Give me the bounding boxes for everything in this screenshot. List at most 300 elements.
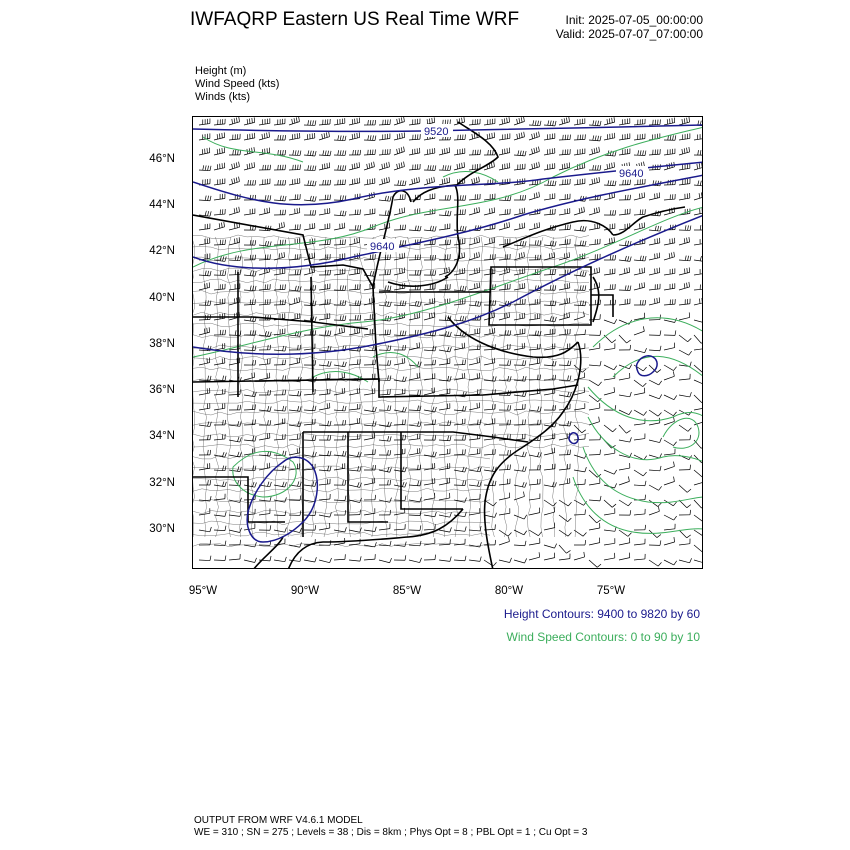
county-line bbox=[193, 334, 589, 338]
wind-barb bbox=[574, 178, 585, 185]
wind-barb bbox=[439, 165, 451, 170]
wind-barb bbox=[199, 540, 211, 545]
wind-barb bbox=[319, 195, 331, 200]
wind-barb bbox=[289, 495, 301, 500]
wind-barb bbox=[694, 515, 703, 522]
wind-barb bbox=[589, 207, 600, 215]
wind-barb bbox=[349, 404, 360, 410]
wind-barb bbox=[649, 410, 661, 416]
wind-barb bbox=[409, 541, 421, 546]
wind-barb bbox=[679, 267, 690, 275]
wind-barb bbox=[229, 207, 240, 215]
lat-label-34n: 34°N bbox=[149, 430, 175, 442]
wind-barb bbox=[379, 162, 390, 170]
wind-barb bbox=[649, 380, 662, 385]
wind-barb bbox=[544, 120, 556, 125]
wind-barb bbox=[334, 463, 345, 470]
wind-barb bbox=[514, 558, 527, 563]
wind-barb bbox=[424, 420, 435, 425]
wind-barb bbox=[409, 148, 420, 155]
wind-barb bbox=[199, 211, 211, 216]
wind-barb bbox=[514, 360, 526, 365]
wind-barb bbox=[664, 283, 675, 290]
wind-barb bbox=[199, 388, 210, 395]
wind-barb bbox=[334, 118, 345, 125]
wind-barb bbox=[484, 207, 495, 215]
wind-barb bbox=[694, 545, 703, 552]
wind-barb bbox=[619, 437, 631, 442]
wind-barb bbox=[559, 392, 571, 397]
wind-barb bbox=[694, 440, 703, 448]
wind-barb bbox=[589, 403, 600, 410]
wind-barb bbox=[664, 477, 674, 485]
wind-barb bbox=[499, 222, 510, 230]
wind-barb bbox=[559, 515, 571, 522]
wind-barb bbox=[424, 463, 435, 470]
wind-barb bbox=[619, 476, 629, 485]
wind-barb bbox=[664, 515, 677, 520]
county-line bbox=[287, 237, 291, 537]
county-line bbox=[455, 237, 459, 537]
wind-barb bbox=[499, 344, 510, 350]
wind-barb bbox=[604, 210, 616, 215]
wind-barb bbox=[259, 179, 270, 185]
wind-barb bbox=[304, 285, 316, 290]
wind-barb bbox=[559, 375, 571, 380]
wind-barb bbox=[349, 388, 360, 395]
wind-barb bbox=[694, 365, 703, 372]
wind-barb bbox=[214, 222, 225, 230]
wind-barb bbox=[634, 119, 645, 125]
wind-barb bbox=[214, 330, 226, 335]
wind-barb bbox=[544, 523, 555, 530]
wind-barb bbox=[589, 538, 600, 545]
wind-barb bbox=[649, 346, 661, 351]
wind-barb bbox=[259, 241, 271, 246]
wind-barb bbox=[664, 365, 677, 371]
wind-barb bbox=[424, 512, 436, 517]
wind-barb bbox=[679, 530, 691, 538]
wind-barb bbox=[664, 440, 677, 446]
wind-barb bbox=[349, 162, 360, 170]
wind-barb bbox=[499, 558, 512, 563]
wind-barb bbox=[409, 558, 422, 563]
wind-barb bbox=[634, 300, 646, 305]
wind-barb bbox=[544, 193, 555, 200]
wind-barb bbox=[619, 510, 631, 515]
wind-barb bbox=[634, 380, 646, 387]
wind-barb bbox=[634, 434, 645, 440]
wind-barb bbox=[439, 539, 450, 545]
wind-barb bbox=[589, 380, 602, 386]
wind-barb bbox=[289, 117, 299, 125]
wind-barb bbox=[604, 300, 616, 305]
wind-barb bbox=[319, 254, 330, 260]
wind-barb bbox=[469, 194, 480, 200]
wind-barb bbox=[319, 132, 329, 140]
wind-barb bbox=[409, 226, 421, 231]
wind-barb bbox=[484, 119, 495, 125]
wind-barb bbox=[439, 195, 451, 200]
county-line bbox=[359, 237, 363, 537]
wind-barb bbox=[559, 194, 570, 200]
wind-barb bbox=[439, 376, 451, 381]
wind-barb bbox=[214, 541, 226, 546]
wind-barb bbox=[664, 238, 675, 245]
county-line bbox=[215, 237, 218, 537]
wind-barb bbox=[229, 554, 240, 560]
wind-barb bbox=[289, 543, 301, 548]
wind-barb bbox=[439, 284, 450, 290]
wind-barb bbox=[424, 407, 436, 412]
wind-barb bbox=[394, 524, 405, 530]
wind-barb bbox=[454, 209, 465, 215]
wind-barb bbox=[199, 450, 211, 455]
county-line bbox=[503, 237, 507, 537]
wind-barb bbox=[574, 330, 585, 335]
wind-barb bbox=[484, 513, 497, 518]
wind-barb bbox=[529, 508, 540, 515]
wind-barb bbox=[334, 165, 346, 170]
wind-barb bbox=[529, 162, 540, 170]
wind-barb bbox=[424, 255, 436, 260]
wind-barb bbox=[649, 253, 660, 260]
wind-barb bbox=[649, 466, 661, 471]
county-line bbox=[193, 444, 589, 448]
wind-barb bbox=[244, 509, 255, 515]
wind-barb bbox=[559, 239, 570, 245]
wind-barb bbox=[619, 256, 631, 261]
wind-barb bbox=[454, 527, 466, 532]
wind-barb bbox=[604, 538, 615, 545]
county-line bbox=[467, 237, 471, 537]
wind-barb bbox=[439, 463, 450, 470]
wind-barb bbox=[559, 464, 570, 470]
wind-barb bbox=[394, 555, 406, 560]
wind-barb bbox=[649, 268, 660, 275]
lat-label-44n: 44°N bbox=[149, 199, 175, 211]
wind-barb bbox=[289, 165, 301, 170]
wind-barb bbox=[679, 237, 690, 245]
wind-barb bbox=[214, 512, 226, 517]
wind-barb bbox=[454, 134, 465, 140]
wind-barb bbox=[319, 150, 331, 155]
wind-barb bbox=[634, 470, 647, 476]
wind-barb bbox=[259, 132, 270, 140]
wind-barb bbox=[214, 526, 226, 531]
wind-barb bbox=[559, 421, 571, 426]
lon-label-95w: 95°W bbox=[188, 585, 218, 597]
wind-barb bbox=[634, 282, 645, 290]
wind-barb bbox=[544, 507, 555, 515]
wind-barb bbox=[424, 165, 436, 170]
wind-barb bbox=[244, 404, 255, 410]
wind-barb bbox=[394, 358, 405, 365]
wind-barb bbox=[634, 539, 645, 545]
model-info-line2: WE = 310 ; SN = 275 ; Levels = 38 ; Dis = 8km ; Phys Opt = 8 ; PBL Opt = 1 ; Cu Opt = 3 bbox=[194, 827, 588, 838]
wind-barb bbox=[199, 165, 211, 170]
wind-barb bbox=[514, 132, 525, 140]
wind-barb bbox=[244, 436, 256, 441]
wind-barb bbox=[619, 553, 630, 560]
wind-barb bbox=[349, 300, 361, 305]
lon-label-85w: 85°W bbox=[392, 585, 422, 597]
wind-barb bbox=[274, 119, 285, 125]
wind-barb bbox=[439, 557, 451, 562]
wind-barb bbox=[649, 394, 662, 398]
wind-barb bbox=[604, 553, 615, 560]
wind-barb bbox=[334, 180, 345, 185]
wind-barb bbox=[379, 270, 391, 275]
county-line bbox=[443, 237, 447, 537]
county-line bbox=[383, 237, 387, 537]
wind-barb bbox=[274, 375, 286, 380]
wind-barb bbox=[229, 162, 239, 170]
wind-barb bbox=[379, 196, 391, 201]
county-line bbox=[193, 521, 490, 525]
wind-barb bbox=[664, 299, 675, 305]
wind-barb bbox=[319, 494, 330, 500]
wind-barb bbox=[619, 500, 632, 506]
wind-barb bbox=[454, 195, 466, 200]
wind-barb bbox=[439, 403, 450, 410]
wind-barb bbox=[589, 560, 601, 567]
wind-barb bbox=[574, 207, 585, 215]
wind-barb bbox=[424, 177, 435, 185]
wind-barb bbox=[514, 283, 525, 290]
wind-barb bbox=[289, 434, 300, 440]
wind-barb bbox=[409, 342, 420, 350]
wind-barb bbox=[694, 133, 703, 140]
wind-barb bbox=[409, 497, 421, 502]
wind-barb bbox=[559, 283, 570, 290]
wind-barb bbox=[274, 300, 286, 305]
wind-barb bbox=[574, 226, 586, 231]
county-line bbox=[203, 237, 207, 537]
wind-barb bbox=[199, 148, 210, 155]
wind-barb bbox=[679, 117, 690, 125]
wind-barb bbox=[349, 359, 360, 365]
county-line bbox=[193, 411, 589, 415]
wind-barb bbox=[364, 407, 376, 412]
wind-barb bbox=[454, 148, 465, 155]
wind-barb bbox=[514, 208, 525, 215]
wind-barb bbox=[544, 464, 555, 470]
wind-barb bbox=[364, 314, 375, 320]
wind-barb bbox=[544, 148, 555, 155]
wind-barb bbox=[424, 117, 435, 125]
wind-barb bbox=[409, 481, 421, 486]
wind-barb bbox=[679, 500, 691, 508]
wind-barb bbox=[544, 343, 555, 350]
wind-barb bbox=[514, 404, 525, 410]
wind-barb bbox=[259, 373, 270, 380]
wind-barb bbox=[454, 226, 466, 231]
wind-barb bbox=[214, 119, 225, 125]
lon-label-75w: 75°W bbox=[596, 585, 626, 597]
wind-barb bbox=[694, 181, 703, 187]
wind-barb bbox=[379, 134, 390, 140]
county-line bbox=[419, 237, 423, 537]
wind-barb bbox=[199, 133, 210, 140]
wind-barb bbox=[274, 418, 285, 425]
wind-barb bbox=[259, 433, 270, 440]
wind-barb bbox=[229, 150, 241, 155]
wind-barb bbox=[289, 391, 301, 396]
wind-barb bbox=[589, 135, 601, 140]
wind-barb bbox=[394, 162, 404, 170]
wind-barb bbox=[409, 119, 420, 125]
wind-barb bbox=[619, 320, 632, 324]
wind-barb bbox=[694, 403, 703, 410]
wind-barb bbox=[289, 345, 301, 350]
wind-barb bbox=[379, 149, 390, 155]
wind-barb bbox=[424, 193, 435, 200]
wind-barb bbox=[409, 434, 420, 440]
wind-barb bbox=[349, 284, 360, 290]
map-plot-area bbox=[192, 116, 703, 569]
wind-barb bbox=[424, 360, 436, 365]
wind-barb bbox=[469, 207, 480, 215]
wind-barb bbox=[544, 209, 555, 215]
wind-barb bbox=[619, 180, 631, 185]
wind-barb bbox=[409, 164, 420, 170]
lat-label-36n: 36°N bbox=[149, 384, 175, 396]
wind-barb bbox=[634, 326, 644, 335]
wind-barb bbox=[634, 256, 646, 261]
wind-barb bbox=[259, 165, 271, 170]
height-label-9640-east: 9640 bbox=[619, 168, 644, 180]
wind-barb bbox=[454, 480, 466, 485]
wind-barb bbox=[604, 237, 615, 245]
wind-barb bbox=[484, 540, 496, 545]
wind-barb bbox=[199, 224, 210, 230]
wind-barb bbox=[574, 134, 585, 140]
wind-barb bbox=[679, 256, 691, 261]
wind-barb bbox=[619, 118, 630, 125]
wind-barb bbox=[604, 343, 615, 350]
wind-barb bbox=[274, 284, 285, 290]
wind-barb bbox=[214, 389, 225, 395]
wind-barb bbox=[604, 180, 616, 185]
wind-barb bbox=[259, 118, 270, 125]
wind-barb bbox=[604, 387, 615, 395]
init-time: Init: 2025-07-05_00:00:00 bbox=[565, 13, 703, 27]
wind-barb bbox=[529, 375, 540, 380]
wind-barb bbox=[619, 195, 631, 200]
wind-barb bbox=[199, 196, 211, 201]
wind-barb bbox=[619, 538, 630, 545]
wind-barb bbox=[664, 449, 675, 455]
wind-barb bbox=[664, 524, 675, 530]
wind-barb bbox=[334, 420, 346, 425]
wind-barb bbox=[559, 298, 570, 305]
wind-barb bbox=[679, 335, 691, 342]
wind-barb bbox=[589, 395, 601, 402]
wind-barb bbox=[469, 328, 480, 335]
wind-barb bbox=[484, 560, 496, 566]
wind-barb bbox=[604, 162, 615, 170]
wind-barb bbox=[454, 162, 465, 170]
wind-barb bbox=[229, 498, 242, 503]
wind-barb bbox=[499, 479, 510, 485]
wind-barb bbox=[319, 435, 331, 440]
wind-barb bbox=[664, 268, 675, 275]
wind-barb bbox=[514, 376, 526, 381]
wind-barb bbox=[559, 163, 570, 170]
wind-barb bbox=[634, 222, 645, 230]
wind-barb bbox=[304, 210, 316, 215]
wind-barb bbox=[529, 132, 539, 140]
wind-barb bbox=[544, 316, 556, 322]
wind-barb bbox=[679, 193, 690, 200]
wind-barb bbox=[469, 282, 480, 290]
wind-barb bbox=[469, 494, 480, 500]
wind-barb bbox=[544, 133, 555, 140]
wind-barb bbox=[229, 177, 239, 185]
wind-barb bbox=[574, 530, 586, 536]
wind-barb bbox=[349, 209, 360, 215]
wind-barb bbox=[529, 120, 541, 125]
wind-barb bbox=[379, 119, 390, 125]
wind-barb bbox=[244, 372, 255, 380]
wind-barb bbox=[439, 436, 451, 441]
wind-barb bbox=[574, 403, 585, 410]
wind-barb bbox=[649, 193, 660, 200]
wind-barb bbox=[679, 435, 691, 440]
wind-barb bbox=[379, 450, 391, 455]
wind-barb bbox=[649, 485, 662, 490]
wind-barb bbox=[664, 500, 677, 506]
wind-barb bbox=[544, 163, 555, 170]
wind-barb bbox=[694, 192, 703, 200]
wind-barb bbox=[304, 452, 316, 457]
wind-barb bbox=[289, 270, 301, 275]
wind-barb bbox=[409, 177, 420, 185]
wind-barb bbox=[334, 135, 346, 140]
wind-barb bbox=[274, 329, 285, 335]
wind-barb bbox=[694, 477, 703, 485]
county-line bbox=[527, 237, 531, 537]
wind-barb bbox=[289, 448, 300, 455]
wind-barb bbox=[244, 117, 255, 125]
wind-barb bbox=[409, 511, 421, 516]
wind-barb bbox=[589, 343, 600, 350]
wind-barb bbox=[214, 209, 225, 215]
wind-barb bbox=[244, 299, 255, 305]
wind-barb bbox=[694, 470, 703, 477]
wind-barb bbox=[634, 150, 646, 155]
wind-barb bbox=[304, 344, 315, 350]
wind-barb bbox=[454, 539, 465, 545]
wind-barb bbox=[229, 437, 241, 442]
wind-barb bbox=[199, 238, 210, 245]
wind-barb bbox=[199, 327, 210, 335]
wind-barb bbox=[349, 466, 361, 471]
wind-barb bbox=[679, 147, 690, 155]
county-line bbox=[193, 237, 195, 537]
wind-barb bbox=[289, 224, 300, 230]
wind-barb bbox=[349, 556, 361, 561]
wind-barb bbox=[334, 269, 345, 275]
wind-barb bbox=[199, 556, 211, 561]
wind-barb bbox=[274, 527, 286, 532]
wind-barb bbox=[364, 433, 375, 440]
wind-barb bbox=[379, 524, 390, 530]
wind-barb bbox=[574, 118, 585, 125]
wind-barb bbox=[289, 133, 300, 140]
wind-barb bbox=[229, 421, 241, 426]
